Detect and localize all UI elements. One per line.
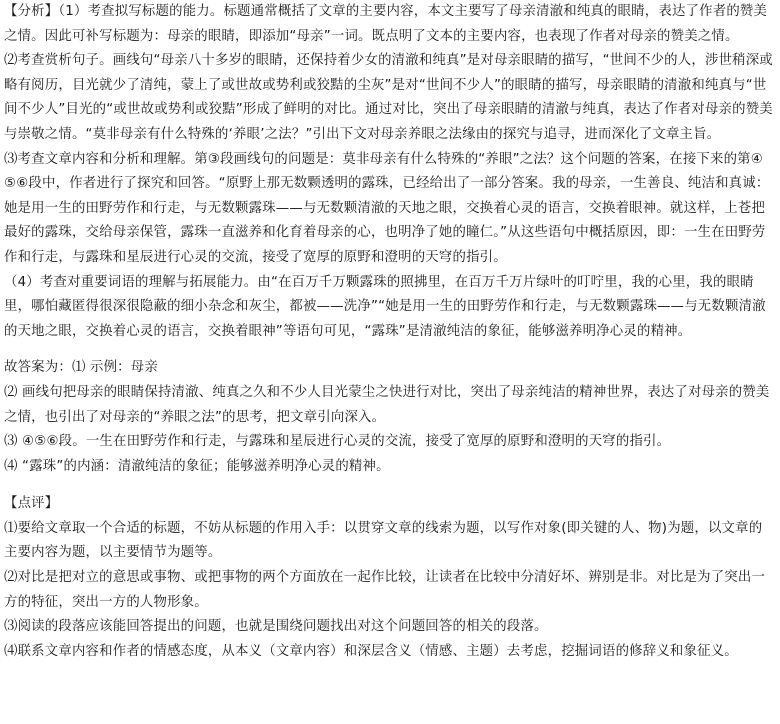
comment-heading: 【点评】 — [4, 496, 59, 512]
answer-paragraph-4: ⑷ “露珠”的内涵：清澈纯洁的象征；能够滋养明净心灵的精神。 — [4, 458, 390, 474]
comment-paragraph-3: ⑶阅读的段落应该能回答提出的问题，也就是围绕问题找出对这个问题回答的相关的段落。 — [4, 619, 548, 635]
answer-paragraph-2: ⑵ 画线句把母亲的眼睛保持清澈、纯真之久和不少人目光蒙尘之快进行对比，突出了母亲纯洁的精神世界，表达了对母亲的赞美之情，也引出了对母亲的“养眼之法”的思考，把文章引向深入。 — [4, 384, 770, 425]
answer-paragraph-1: 故答案为：⑴ 示例：母亲 — [4, 360, 158, 376]
comment-paragraph-4: ⑷联系文章内容和作者的情感态度，从本义（文章内容）和深层含义（情感、主题）去考虑，挖掘词语的修辞义和象征义。 — [4, 643, 738, 659]
answer-paragraph-3: ⑶ ④⑤⑥段。一生在田野劳作和行走，与露珠和星辰进行心灵的交流，接受了宽厚的原野和澄明的天穹的指引。 — [4, 434, 671, 450]
analysis-paragraph-2: ⑵考查赏析句子。画线句“母亲八十多岁的眼睛，还保持着少女的清澈和纯真”是对母亲眼睛的描写，“世间不少的人，涉世稍深或略有阅历，目光就少了清纯，蒙上了或世故或势利或狡黠的尘灰”是对“世间不少人”的眼睛的描写，母亲眼睛的清澈和纯真与“世间不少人”目光的“或世故或势利或狡黠”形成了鲜明的对比。通过对比，突出了母亲眼睛的清澈与纯真，表达了作者对母亲的赞美与崇敬之情。“莫非母亲有什么特殊的‘养眼’之法？”引出下文对母亲养眼之法缘由的探究与追寻，进而深化了文章主旨。 — [4, 53, 773, 142]
comment-section — [4, 492, 774, 664]
analysis-paragraph-4: （4）考查对重要词语的理解与拓展能力。由“在百万千万颗露珠的照拂里，在百万千万片绿叶的叮咛里，我的心里，我的眼睛里，哪怕藏匿得很深很隐蔽的细小杂念和灰尘，都被——洗净”“她是用一生的田野劳作和行走，与无数颗露珠——与无数颗清澈的天地之眼，交换着心灵的语言，交换着眼神”等语句可见，“露珠”是清澈纯洁的象征，能够滋养明净心灵的精神。 — [4, 274, 766, 339]
section-gap — [4, 479, 774, 492]
analysis-paragraph-1: 【分析】（1）考查拟写标题的能力。标题通常概括了文章的主要内容，本文主要写了母亲清澈和纯真的眼睛，表达了作者的赞美之情。因此可补写标题为：母亲的眼睛，即添加“母亲”一词。既点明了文本的主要内容，也表现了作者对母亲的赞美之情。 — [4, 4, 768, 44]
comment-paragraph-2: ⑵对比是把对立的意思或事物、或把事物的两个方面放在一起作比较，让读者在比较中分清好坏、辨别是非。对比是为了突出一方的特征，突出一方的人物形象。 — [4, 570, 766, 610]
analysis-section — [4, 0, 774, 344]
analysis-paragraph-3: ⑶考查文章内容和分析和理解。第③段画线句的问题是：莫非母亲有什么特殊的“养眼”之法？这个问题的答案，在接下来的第④⑤⑥段中，作者进行了探究和回答。“原野上那无数颗透明的露珠，已经给出了一部分答案。我的母亲，一生善良、纯洁和真诚：她是用一生的田野劳作和行走，与无数颗露珠——与无数颗清澈的天地之眼，交换着心灵的语言，交换着眼神。就这样，上苍把最好的露珠，交给母亲保管，露珠一直滋养和化育着母亲的心，也明净了她的瞳仁。”从这些语句中概括原因，即：一生在田野劳作和行走，与露珠和星辰进行心灵的交流，接受了宽厚的原野和澄明的天穹的指引。 — [4, 151, 770, 265]
comment-paragraph-1: ⑴要给文章取一个合适的标题，不妨从标题的作用入手：以贯穿文章的线索为题，以写作对象(即关键的人、物)为题，以文章的主要内容为题，以主要情节为题等。 — [4, 520, 763, 561]
answer-section — [4, 356, 774, 479]
section-gap — [4, 344, 774, 356]
